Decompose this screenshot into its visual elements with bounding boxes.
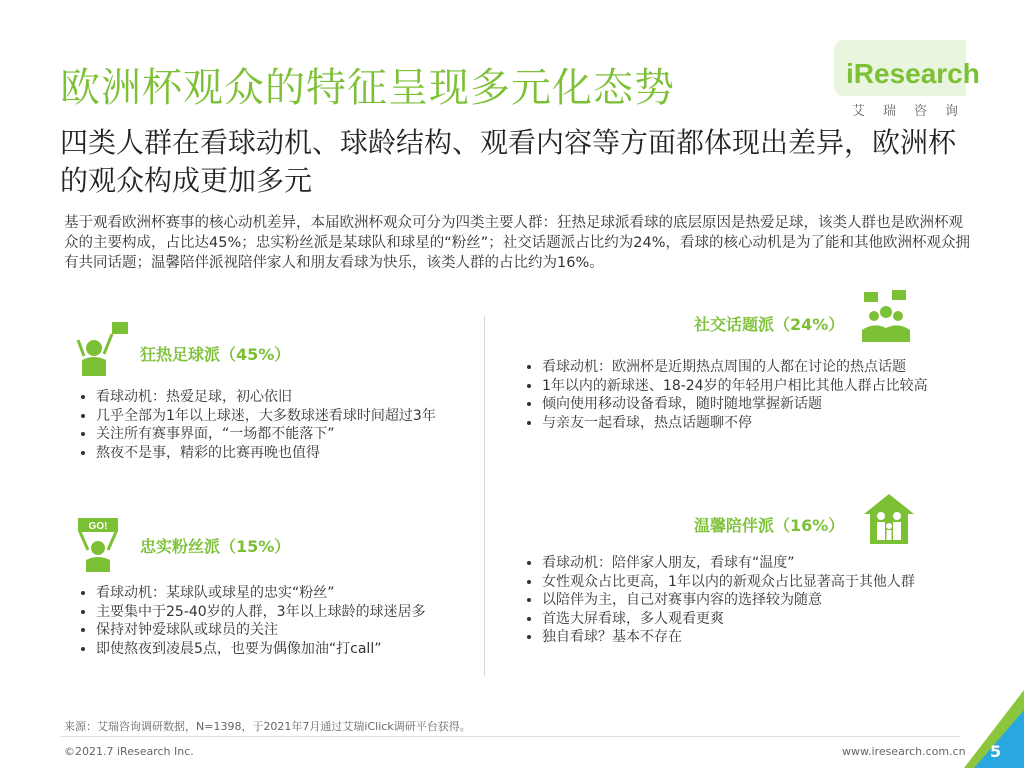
list-item: • 以陪伴为主，自己对赛事内容的选择较为随意	[542, 591, 932, 610]
segment-list-loyal	[78, 584, 466, 658]
segment-title-social: 社交话题派（24%）	[694, 315, 845, 334]
family-home-icon	[862, 492, 916, 546]
list-item: • 倾向使用移动设备看球，随时随地掌握新话题	[542, 395, 932, 414]
list-item: • 女性观众占比更高，1年以内的新观众占比显著高于其他人群	[542, 573, 932, 592]
page-number: 5	[990, 742, 1002, 761]
page-subtitle: 四类人群在看球动机、球龄结构、观看内容等方面都体现出差异，欧洲杯的观众构成更加多元	[60, 126, 957, 197]
list-item: • 看球动机：热爱足球，初心依旧	[96, 388, 466, 407]
list-item: • 主要集中于25-40岁的人群，3年以上球龄的球迷居多	[96, 603, 466, 622]
list-item: • 看球动机：某球队或球星的忠实“粉丝”	[96, 584, 466, 603]
footer-divider	[60, 736, 960, 737]
segment-title-family: 温馨陪伴派（16%）	[694, 516, 845, 535]
segment-title-fanatic: 狂热足球派（45%）	[140, 345, 291, 364]
segment-list-fanatic	[78, 388, 466, 462]
source-note: 来源：艾瑞咨询调研数据，N=1398，于2021年7月通过艾瑞iClick调研平台获得。	[64, 720, 471, 733]
fan-cheering-icon	[72, 320, 136, 378]
list-item: • 与亲友一起看球，热点话题聊不停	[542, 414, 932, 433]
logo-subtitle: 艾瑞咨询	[852, 104, 977, 119]
go-fan-icon	[74, 516, 126, 574]
go-sign-label: GO!	[88, 521, 108, 532]
list-item: • 保持对钟爱球队或球员的关注	[96, 621, 466, 640]
segment-title-loyal: 忠实粉丝派（15%）	[140, 537, 291, 556]
group-discussion-icon	[858, 290, 914, 344]
list-item: • 首选大屏看球，多人观看更爽	[542, 610, 932, 629]
page-title: 欧洲杯观众的特征呈现多元化态势	[60, 65, 675, 111]
intro-paragraph: 基于观看欧洲杯赛事的核心动机差异，本届欧洲杯观众可分为四类主要人群：狂热足球派看球的底层原因是热爱足球，该类人群也是欧洲杯观众的主要构成，占比达45%；忠实粉丝派是某球队和球星的“粉丝”；社交话题派占比约为24%，看球的核心动机是为了能和其他欧洲杯观众拥有共同话题；温馨陪伴派视陪伴家人和朋友看球为快乐，该类人群的占比约为16%。	[64, 215, 970, 271]
website-link[interactable]: www.iresearch.com.cn	[842, 745, 966, 758]
list-item: • 熬夜不是事，精彩的比赛再晚也值得	[96, 444, 466, 463]
segment-list-social	[524, 358, 932, 432]
copyright: ©2021.7 iResearch Inc.	[64, 745, 194, 758]
list-item: • 几乎全部为1年以上球迷，大多数球迷看球时间超过3年	[96, 407, 466, 426]
list-item: • 独自看球？基本不存在	[542, 628, 932, 647]
list-item: • 即使熬夜到凌晨5点，也要为偶像加油“打call”	[96, 640, 466, 659]
list-item: • 看球动机：陪伴家人朋友，看球有“温度”	[542, 554, 932, 573]
segment-list-family	[524, 554, 932, 647]
list-item: • 关注所有赛事界面，“一场都不能落下”	[96, 425, 466, 444]
logo: iResearch	[846, 58, 980, 89]
column-divider	[484, 316, 485, 676]
list-item: • 1年以内的新球迷、18-24岁的年轻用户相比其他人群占比较高	[542, 377, 932, 396]
list-item: • 看球动机：欧洲杯是近期热点周围的人都在讨论的热点话题	[542, 358, 932, 377]
